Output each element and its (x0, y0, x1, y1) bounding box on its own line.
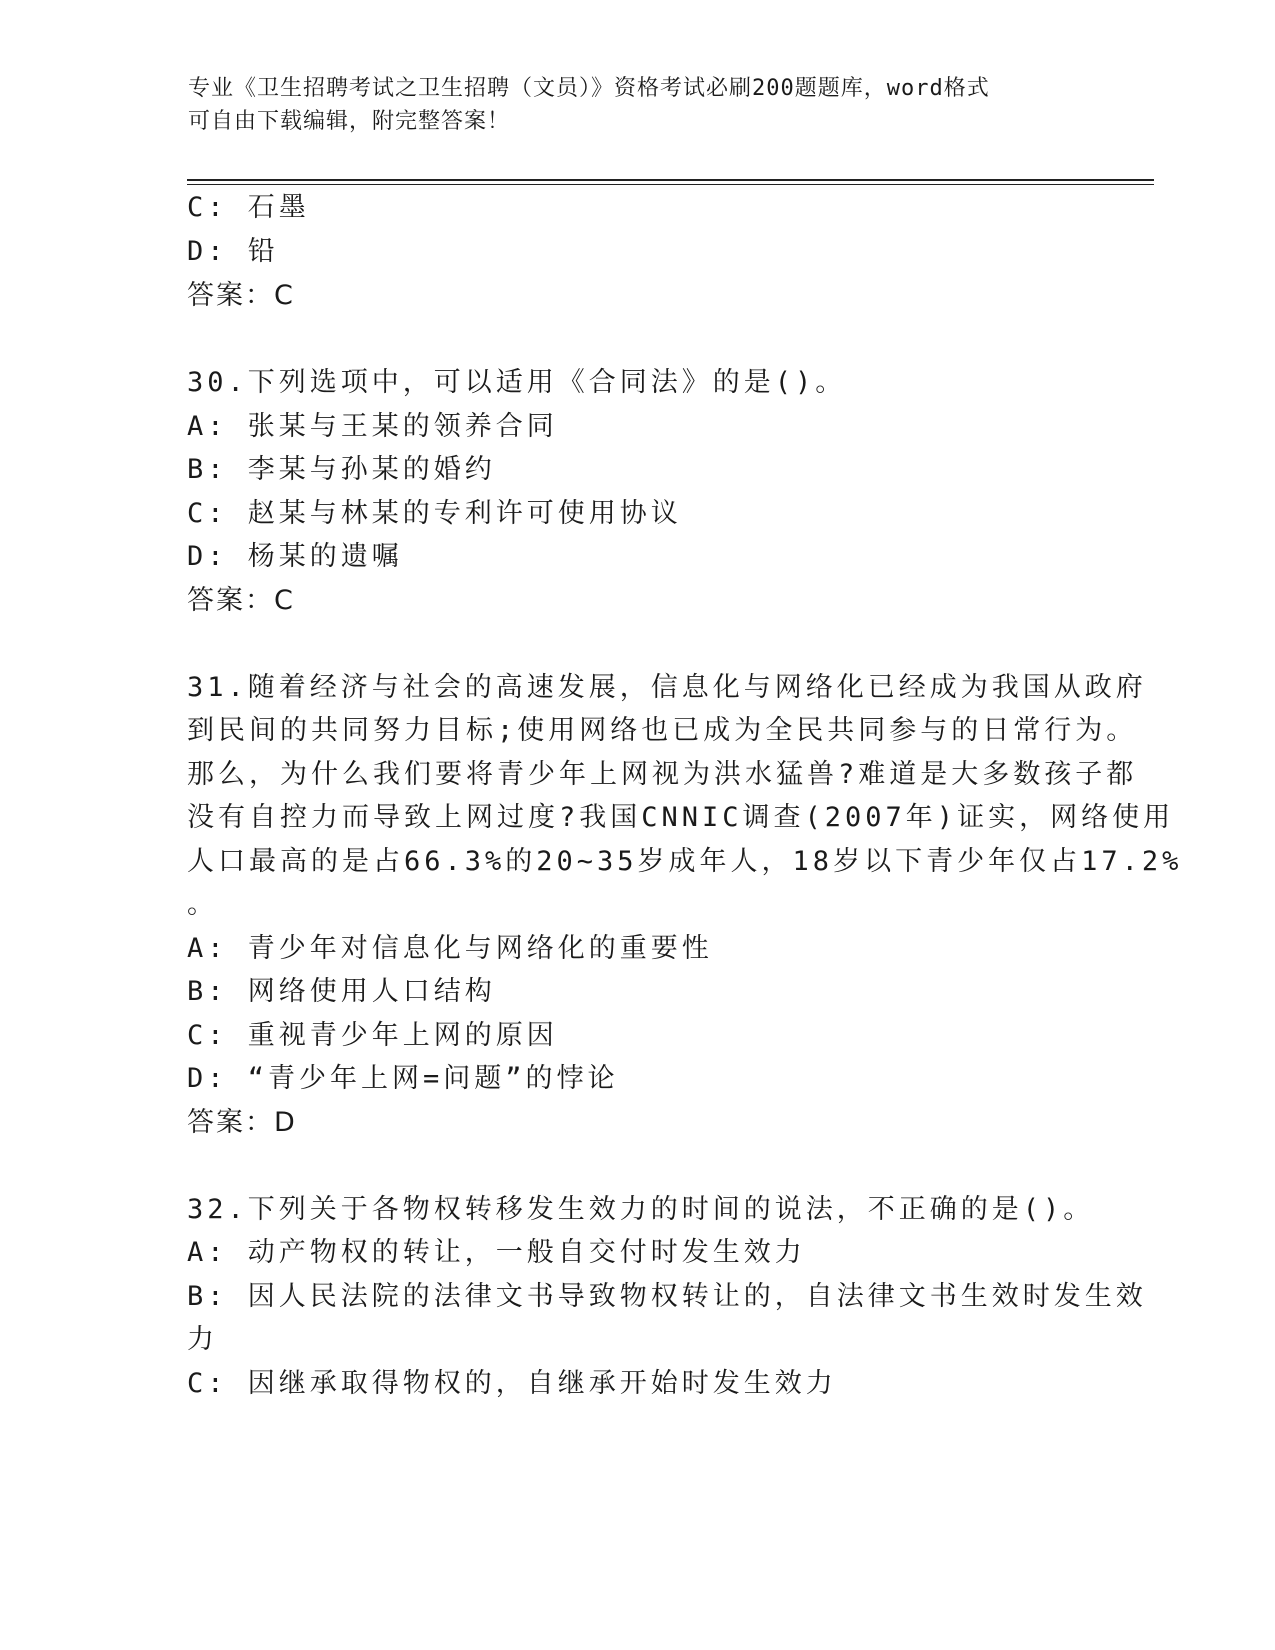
q29-answer: 答案：C (187, 280, 295, 311)
q32-stem: 32.下列关于各物权转移发生效力的时间的说法，不正确的是()。 (187, 1194, 1095, 1225)
q31-answer: 答案：D (187, 1107, 297, 1138)
header-divider-thick (187, 179, 1154, 181)
q32-option-a: A: 动产物权的转让，一般自交付时发生效力 (187, 1237, 806, 1268)
q32-option-b-line-1: B: 因人民法院的法律文书导致物权转让的，自法律文书生效时发生效 (187, 1281, 1147, 1312)
q31-option-c: C: 重视青少年上网的原因 (187, 1020, 558, 1051)
q32-option-c: C: 因继承取得物权的，自继承开始时发生效力 (187, 1368, 837, 1399)
header-divider-thin (187, 184, 1154, 185)
q31-stem-line-3: 那么，为什么我们要将青少年上网视为洪水猛兽?难道是大多数孩子都 (187, 759, 1138, 790)
q30-option-b: B: 李某与孙某的婚约 (187, 454, 496, 485)
q31-stem-line-6: 。 (187, 889, 218, 920)
document-header (188, 72, 1068, 138)
q31-stem-line-1: 31.随着经济与社会的高速发展，信息化与网络化已经成为我国从政府 (187, 672, 1147, 703)
header-line-2: 可自由下载编辑，附完整答案！ (188, 109, 511, 134)
q32-option-b-line-2: 力 (187, 1324, 218, 1355)
q31-option-d: D: “青少年上网=问题”的悖论 (187, 1063, 619, 1094)
q31-option-a: A: 青少年对信息化与网络化的重要性 (187, 933, 713, 964)
q30-option-a: A: 张某与王某的领养合同 (187, 411, 558, 442)
q30-answer: 答案：C (187, 585, 295, 616)
q31-stem-line-2: 到民间的共同努力目标;使用网络也已成为全民共同参与的日常行为。 (187, 715, 1138, 746)
q30-option-c: C: 赵某与林某的专利许可使用协议 (187, 498, 682, 529)
q30-stem: 30.下列选项中，可以适用《合同法》的是()。 (187, 367, 847, 398)
q31-stem-line-5: 人口最高的是占66.3%的20~35岁成年人，18岁以下青少年仅占17.2% (187, 846, 1183, 877)
q29-option-d: D: 铅 (187, 236, 279, 267)
q31-option-b: B: 网络使用人口结构 (187, 976, 496, 1007)
header-line-1: 专业《卫生招聘考试之卫生招聘（文员）》资格考试必刷200题题库，word格式 (188, 76, 990, 101)
q31-stem-line-4: 没有自控力而导致上网过度?我国CNNIC调查(2007年)证实，网络使用 (187, 802, 1175, 833)
q29-option-c: C: 石墨 (187, 192, 310, 223)
q30-option-d: D: 杨某的遗嘱 (187, 541, 403, 572)
